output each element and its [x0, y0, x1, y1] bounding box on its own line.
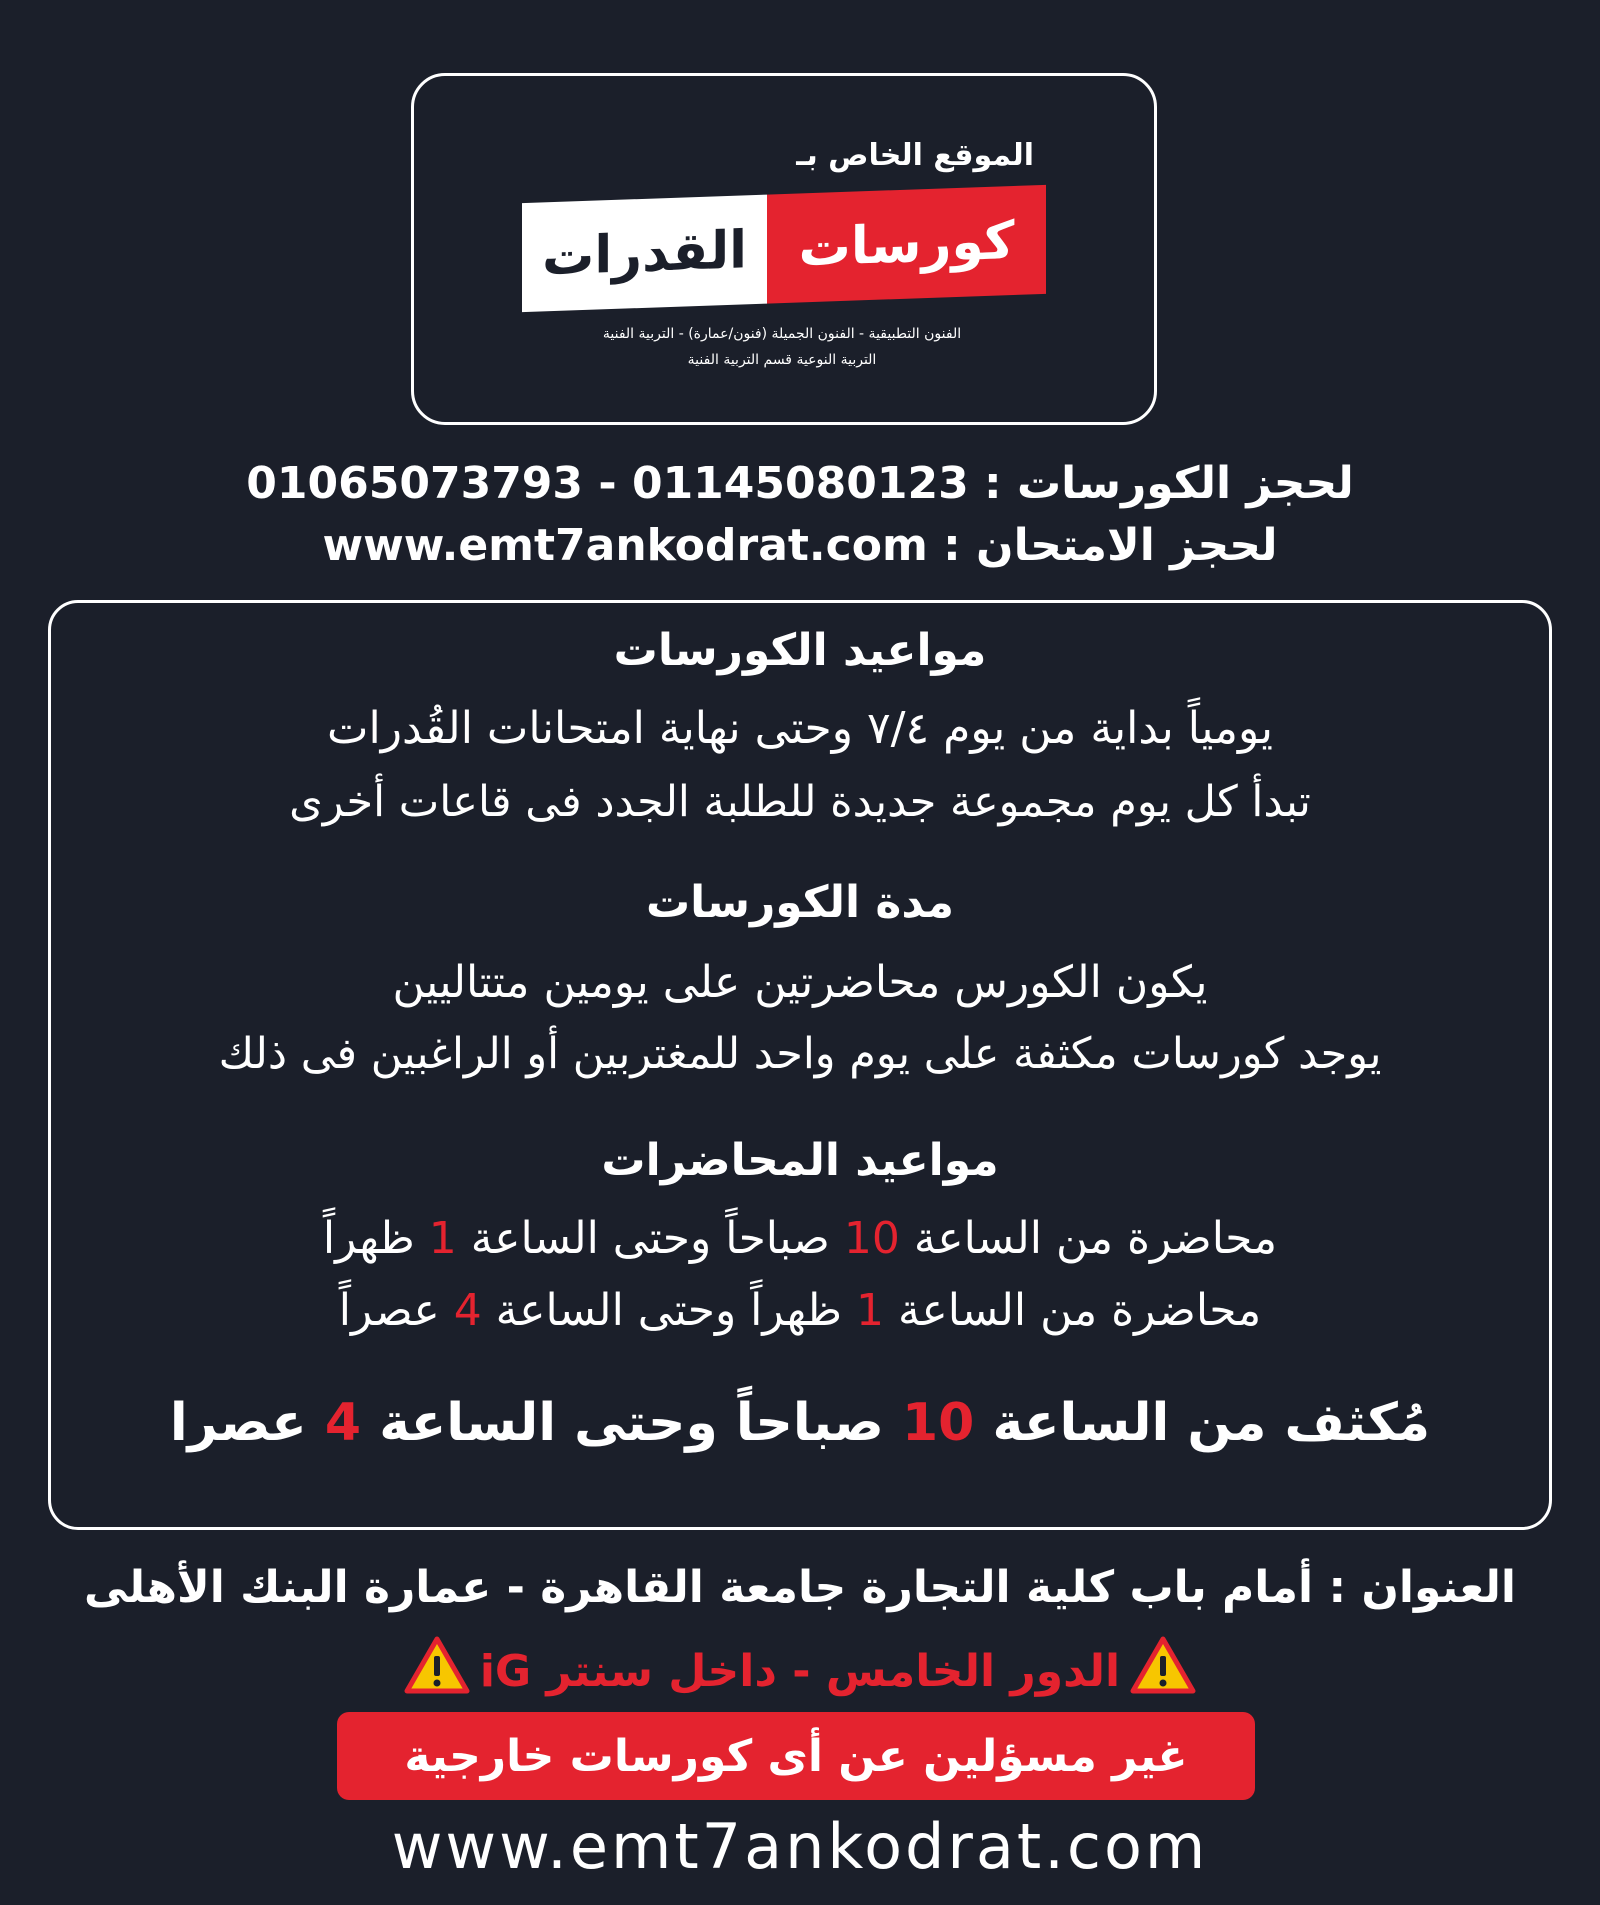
course-dates-line-1: يومياً بداية من يوم ٧/٤ وحتى نهاية امتحانات القُدرات — [327, 703, 1273, 754]
warning-icon — [404, 1636, 470, 1694]
website-link[interactable]: www.emt7ankodrat.com — [391, 1810, 1209, 1883]
course-duration-title: مدة الكورسات — [645, 877, 955, 928]
lecture-1-time: محاضرة من الساعة 10 صباحاً وحتى الساعة 1 ظهراً — [322, 1213, 1278, 1264]
warning-icon — [1130, 1636, 1196, 1694]
address: العنوان : أمام باب كلية التجارة جامعة القاهرة - عمارة البنك الأهلى — [84, 1562, 1516, 1613]
course-duration-line-2: يوجد كورسات مكثفة على يوم واحد للمغتربين أو الراغبين فى ذلك — [218, 1029, 1382, 1079]
booking-courses-line: لحجز الكورسات : 01145080123 - 01065073793 — [246, 458, 1354, 509]
logo-wordmark — [522, 185, 1046, 312]
booking-exam-line: لحجز الامتحان : www.emt7ankodrat.com — [322, 520, 1278, 571]
disclaimer-text: غير مسؤلين عن أى كورسات خارجية — [404, 1730, 1188, 1782]
intensive-start: 10 — [902, 1393, 975, 1453]
lecture-2-end: 4 — [453, 1285, 482, 1336]
lecture-1-start: 10 — [843, 1213, 900, 1264]
course-duration-line-1: يكون الكورس محاضرتين على يومين متتاليين — [392, 957, 1208, 1008]
lecture-1-end: 1 — [428, 1213, 457, 1264]
course-dates-line-2: تبدأ كل يوم مجموعة جديدة للطلبة الجدد فى قاعات أخرى — [289, 777, 1311, 827]
disclaimer-banner — [337, 1712, 1255, 1800]
logo-intro: الموقع الخاص بـ — [796, 138, 1034, 173]
logo-frame — [411, 73, 1157, 425]
schedule-panel — [48, 600, 1552, 1530]
intensive-course-time: مُكثف من الساعة 10 صباحاً وحتى الساعة 4 عصرا — [169, 1393, 1431, 1453]
logo-name-white: القدرات — [522, 195, 767, 313]
floor-text: الدور الخامس - داخل سنتر iG — [479, 1646, 1121, 1697]
course-dates-title: مواعيد الكورسات — [613, 625, 987, 676]
lecture-times-title: مواعيد المحاضرات — [601, 1135, 999, 1186]
logo-subtitle-1: الفنون التطبيقية - الفنون الجميلة (فنون/عمارة) - التربية الفنية — [602, 326, 962, 342]
floor-line — [0, 1636, 1600, 1697]
lecture-2-time: محاضرة من الساعة 1 ظهراً وحتى الساعة 4 عصراً — [338, 1285, 1262, 1336]
lecture-2-start: 1 — [855, 1285, 884, 1336]
logo-subtitle-2: التربية النوعية قسم التربية الفنية — [687, 352, 877, 368]
logo-name-red: كورسات — [767, 185, 1046, 304]
intensive-end: 4 — [324, 1393, 362, 1453]
